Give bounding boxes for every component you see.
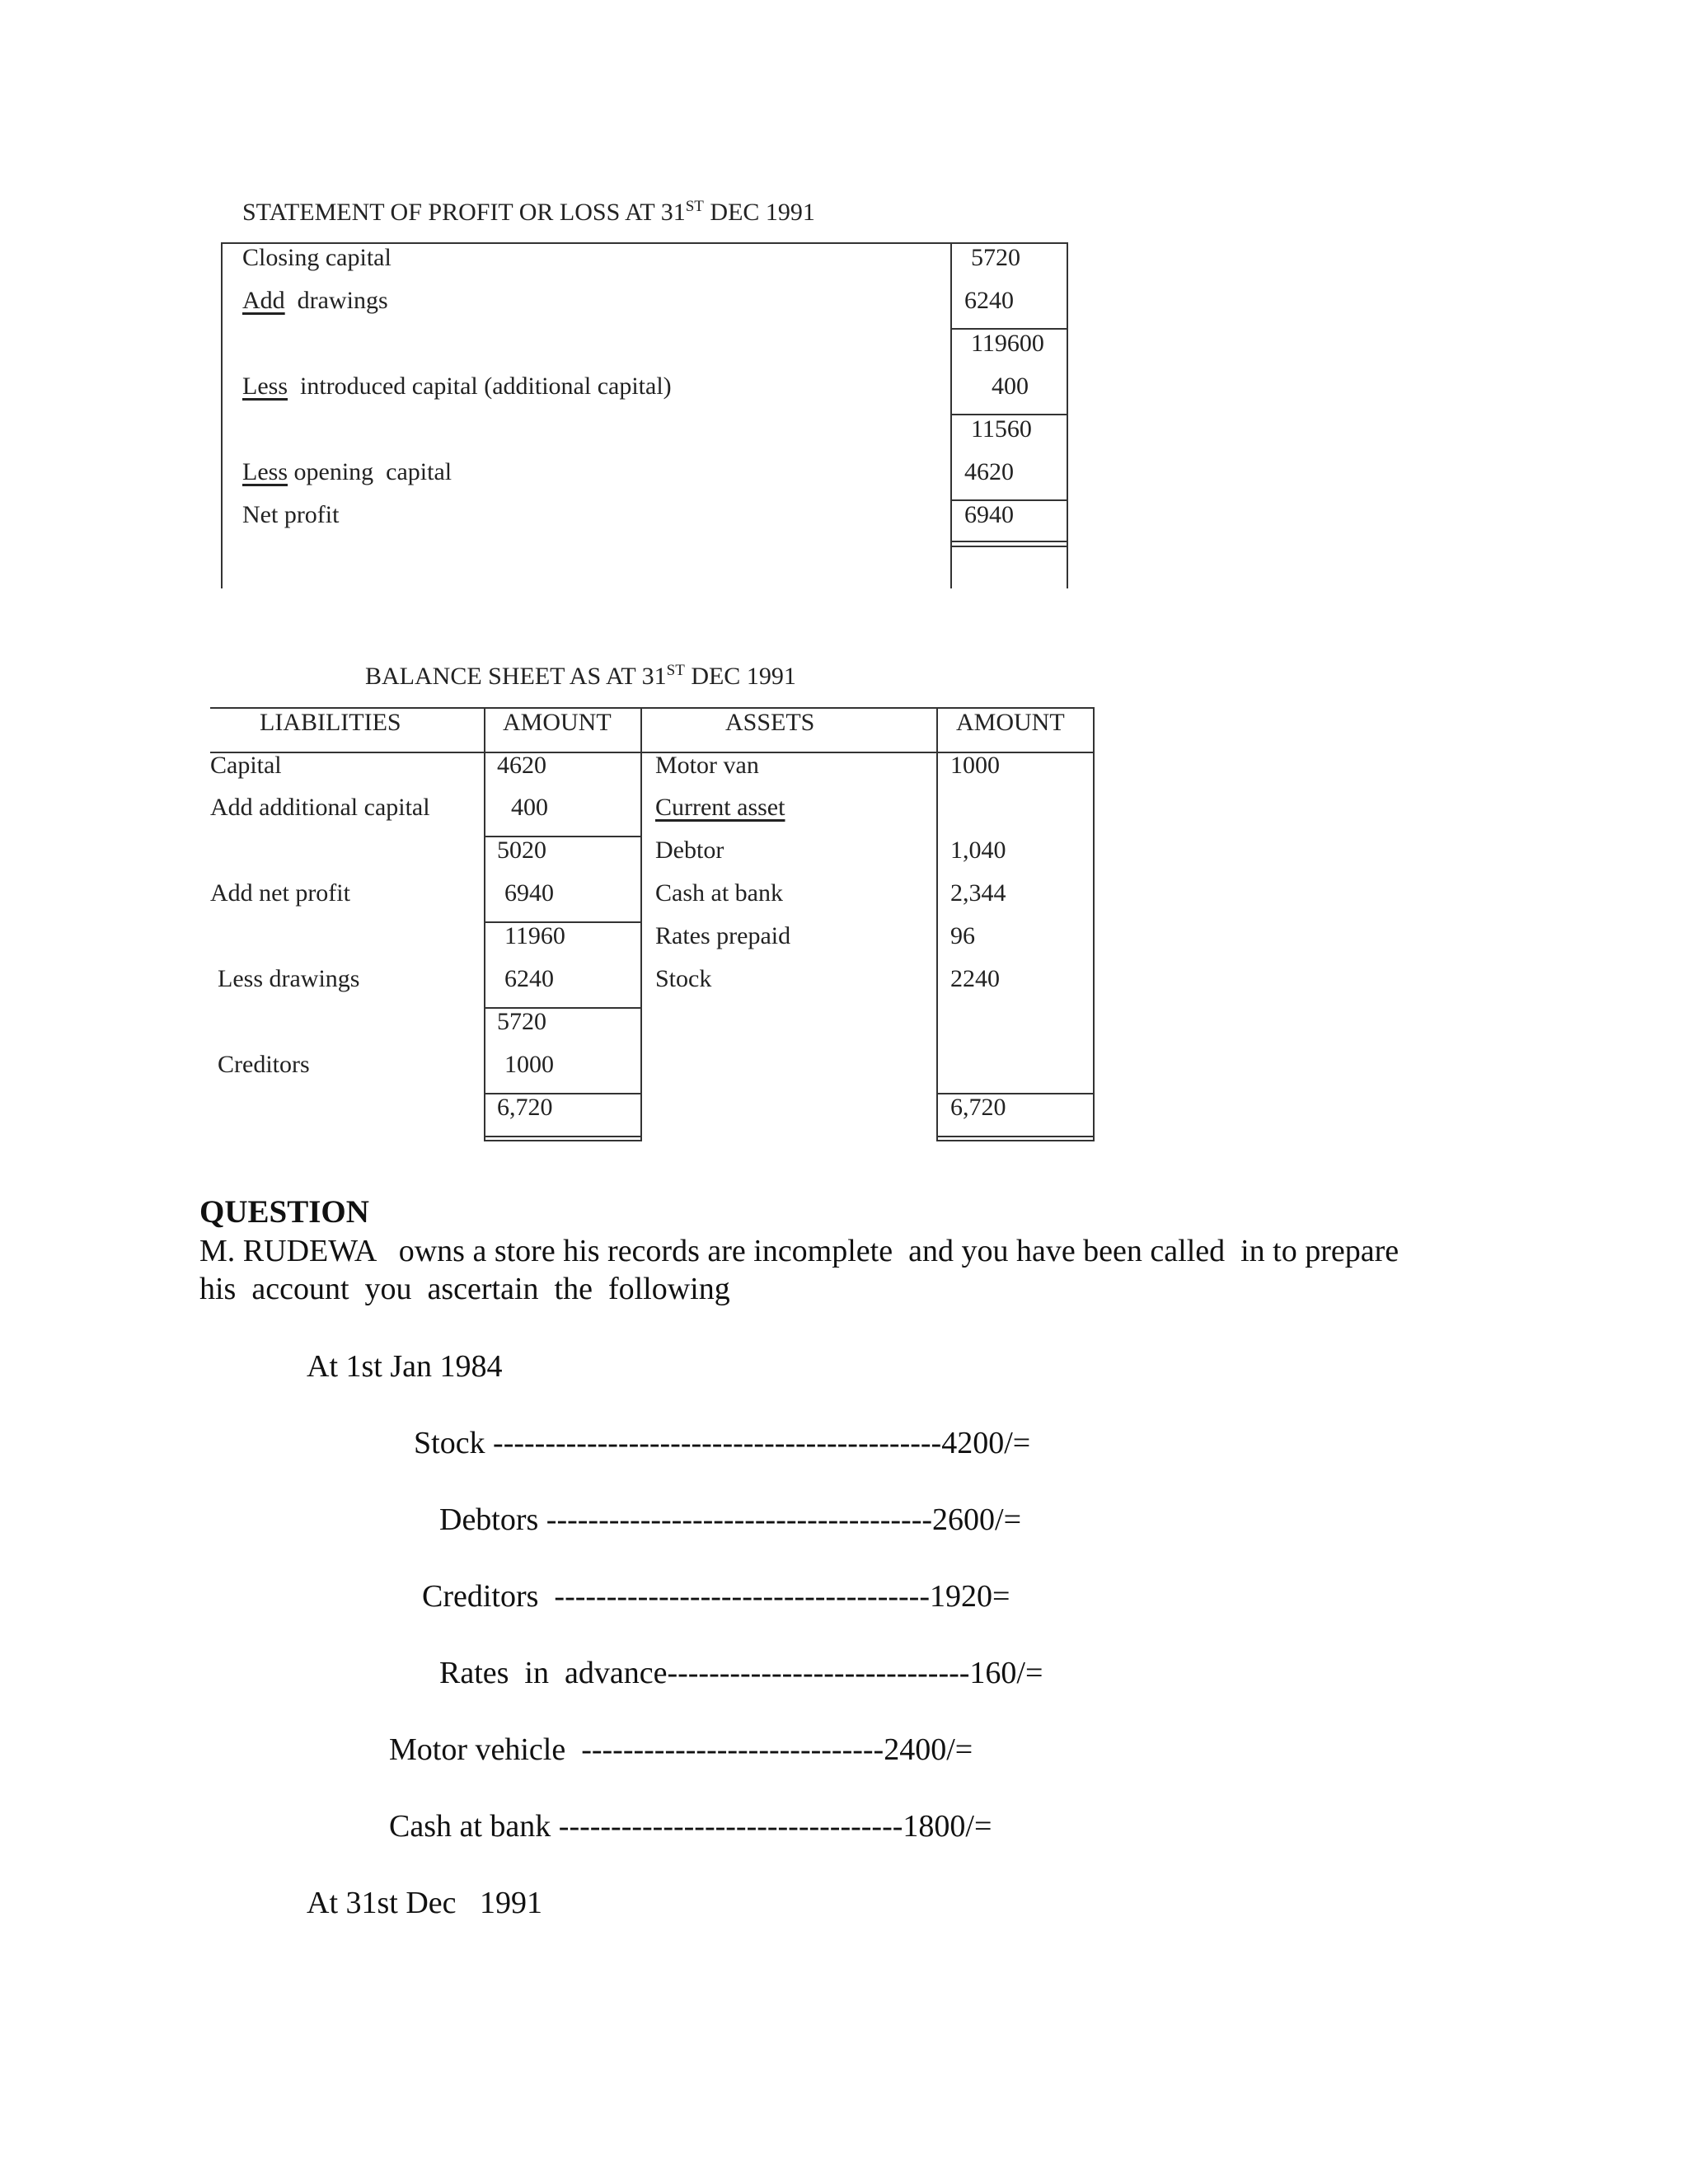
bs-total-bottom-right	[936, 1136, 1095, 1137]
profit-row-label: Net profit	[242, 501, 340, 528]
profit-left-border	[221, 242, 223, 588]
bs-total-bottom-left-2	[484, 1140, 642, 1141]
bs-asset-label: Stock	[655, 965, 712, 992]
bs-liability-total: 6,720	[497, 1094, 553, 1121]
date-heading-1984: At 1st Jan 1984	[307, 1349, 503, 1384]
profit-row-label: Less opening capital	[242, 458, 452, 485]
bs-asset-value: 2240	[950, 965, 1000, 992]
bs-liability-value: 6940	[504, 879, 554, 907]
bs-col-1	[484, 707, 485, 1141]
bs-asset-value: 1,040	[950, 837, 1006, 864]
bs-liability-value: 11960	[504, 922, 565, 949]
profit-row-value: 6940	[964, 501, 1014, 528]
bs-liability-label: Add net profit	[210, 879, 350, 907]
bs-liability-label: Creditors	[218, 1051, 310, 1078]
item-cash-at-bank: Cash at bank ---------------------------------1800/=	[389, 1809, 992, 1844]
date-heading-1991: At 31st Dec 1991	[307, 1886, 543, 1920]
bs-col-2	[640, 707, 642, 1141]
bs-col-4	[1093, 707, 1095, 1141]
bs-asset-value: 96	[950, 922, 975, 949]
bs-liability-label: Add additional capital	[210, 794, 430, 821]
profit-row-label: Add drawings	[242, 287, 388, 314]
profit-row-value: 6240	[964, 287, 1014, 314]
bs-asset-label: Motor van	[655, 752, 759, 779]
question-heading: QUESTION	[199, 1194, 369, 1230]
bs-liability-value: 5020	[497, 837, 546, 864]
profit-row-value: 4620	[964, 458, 1014, 485]
profit-row-value: 119600	[971, 330, 1044, 357]
bs-asset-label: Cash at bank	[655, 879, 783, 907]
bs-asset-label: Debtor	[655, 837, 724, 864]
question-text-line-1: M. RUDEWA owns a store his records are incomplete and you have been called in to prepare	[199, 1234, 1400, 1268]
bs-liability-value: 1000	[504, 1051, 554, 1078]
item-creditors: Creditors ------------------------------------1920=	[422, 1579, 1010, 1614]
item-debtors: Debtors -------------------------------------2600/=	[439, 1502, 1022, 1537]
profit-col-left	[950, 242, 952, 588]
bs-asset-label: Current asset	[655, 794, 785, 821]
balance-sheet-title: BALANCE SHEET AS AT 31ST DEC 1991	[365, 662, 796, 690]
bs-asset-total: 6,720	[950, 1094, 1006, 1121]
item-rates-in-advance: Rates in advance-----------------------------160/=	[439, 1656, 1043, 1690]
bs-asset-value: 1000	[950, 752, 1000, 779]
bs-total-bottom-left	[484, 1136, 642, 1137]
profit-total-line-b	[950, 546, 1068, 547]
bs-liability-label: Less drawings	[218, 965, 360, 992]
profit-row-label: Less introduced capital (additional capital)	[242, 373, 672, 400]
bs-asset-value: 2,344	[950, 879, 1006, 907]
profit-row-value: 400	[992, 373, 1029, 400]
bs-asset-label: Rates prepaid	[655, 922, 791, 949]
question-text-line-2: his account you ascertain the following	[199, 1272, 730, 1306]
bs-liability-value: 400	[511, 794, 548, 821]
item-stock: Stock -------------------------------------------4200/=	[414, 1426, 1031, 1460]
bs-total-bottom-right-2	[936, 1140, 1095, 1141]
profit-row-label: Closing capital	[242, 244, 392, 271]
profit-statement-title: STATEMENT OF PROFIT OR LOSS AT 31ST DEC 1991	[242, 198, 815, 226]
bs-liability-label: Capital	[210, 752, 282, 779]
profit-total-line-a	[950, 541, 1068, 542]
bs-col-3	[936, 707, 938, 1141]
bs-liability-value: 4620	[497, 752, 546, 779]
bs-header-liabilities: LIABILITIES	[260, 709, 401, 736]
item-motor-vehicle: Motor vehicle -----------------------------2400/=	[389, 1732, 973, 1767]
profit-row-value: 11560	[971, 415, 1032, 443]
profit-row-value: 5720	[971, 244, 1020, 271]
profit-col-right	[1067, 242, 1068, 588]
bs-liability-value: 5720	[497, 1008, 546, 1035]
bs-liability-value: 6240	[504, 965, 554, 992]
bs-header-assets: ASSETS	[725, 709, 815, 736]
bs-header-amount-2: AMOUNT	[956, 709, 1065, 736]
bs-header-amount-1: AMOUNT	[503, 709, 612, 736]
